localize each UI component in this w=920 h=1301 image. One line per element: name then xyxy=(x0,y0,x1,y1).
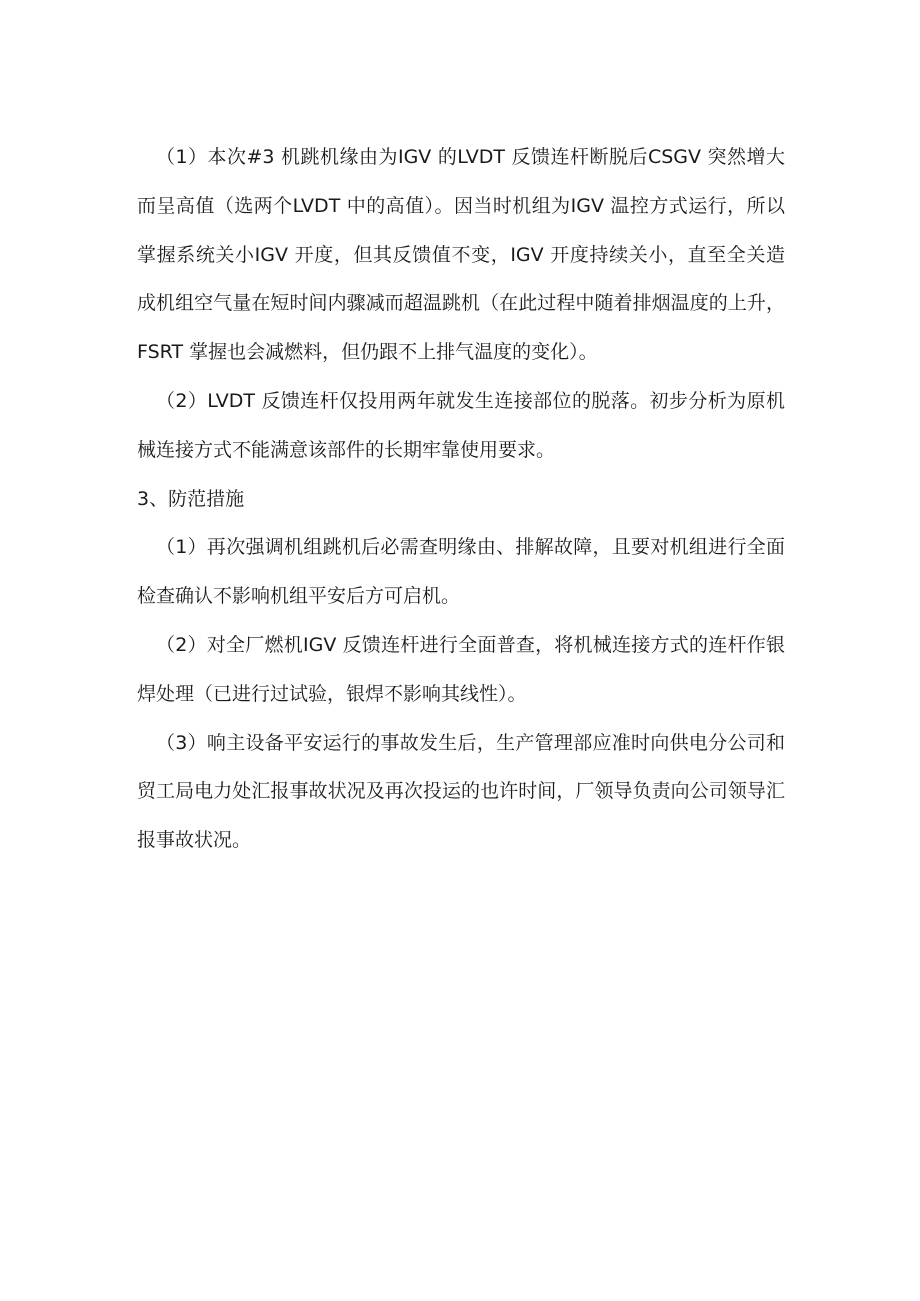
paragraph-measure-1: （1）再次强调机组跳机后必需查明缘由、排解故障，且要对机组进行全面检查确认不影响机组平安后方可启机。 xyxy=(137,536,785,608)
document-body xyxy=(137,133,785,865)
paragraph-cause-1: （1）本次#3 机跳机缘由为IGV 的LVDT 反馈连杆断脱后CSGV 突然增大而呈高值（选两个LVDT 中的高值）。因当时机组为IGV 温控方式运行，所以掌握系统关小IGV 开度，但其反馈值不变，IGV 开度持续关小，直至全关造成机组空气量在短时间内骤减而超温跳机（在此过程中随着排烟温度的上升，FSRT 掌握也会减燃料，但仍跟不上排气温度的变化）。 xyxy=(137,146,785,364)
paragraph-cause-2: （2）LVDT 反馈连杆仅投用两年就发生连接部位的脱落。初步分析为原机械连接方式不能满意该部件的长期牢靠使用要求。 xyxy=(137,389,785,461)
section-heading-prevention: 3、防范措施 xyxy=(137,487,245,510)
paragraph-measure-3: （3）响主设备平安运行的事故发生后，生产管理部应准时向供电分公司和贸工局电力处汇报事故状况及再次投运的也许时间，厂领导负责向公司领导汇报事故状况。 xyxy=(137,731,785,852)
paragraph-measure-2: （2）对全厂燃机IGV 反馈连杆进行全面普查，将机械连接方式的连杆作银焊处理（已进行过试验，银焊不影响其线性）。 xyxy=(137,633,785,705)
